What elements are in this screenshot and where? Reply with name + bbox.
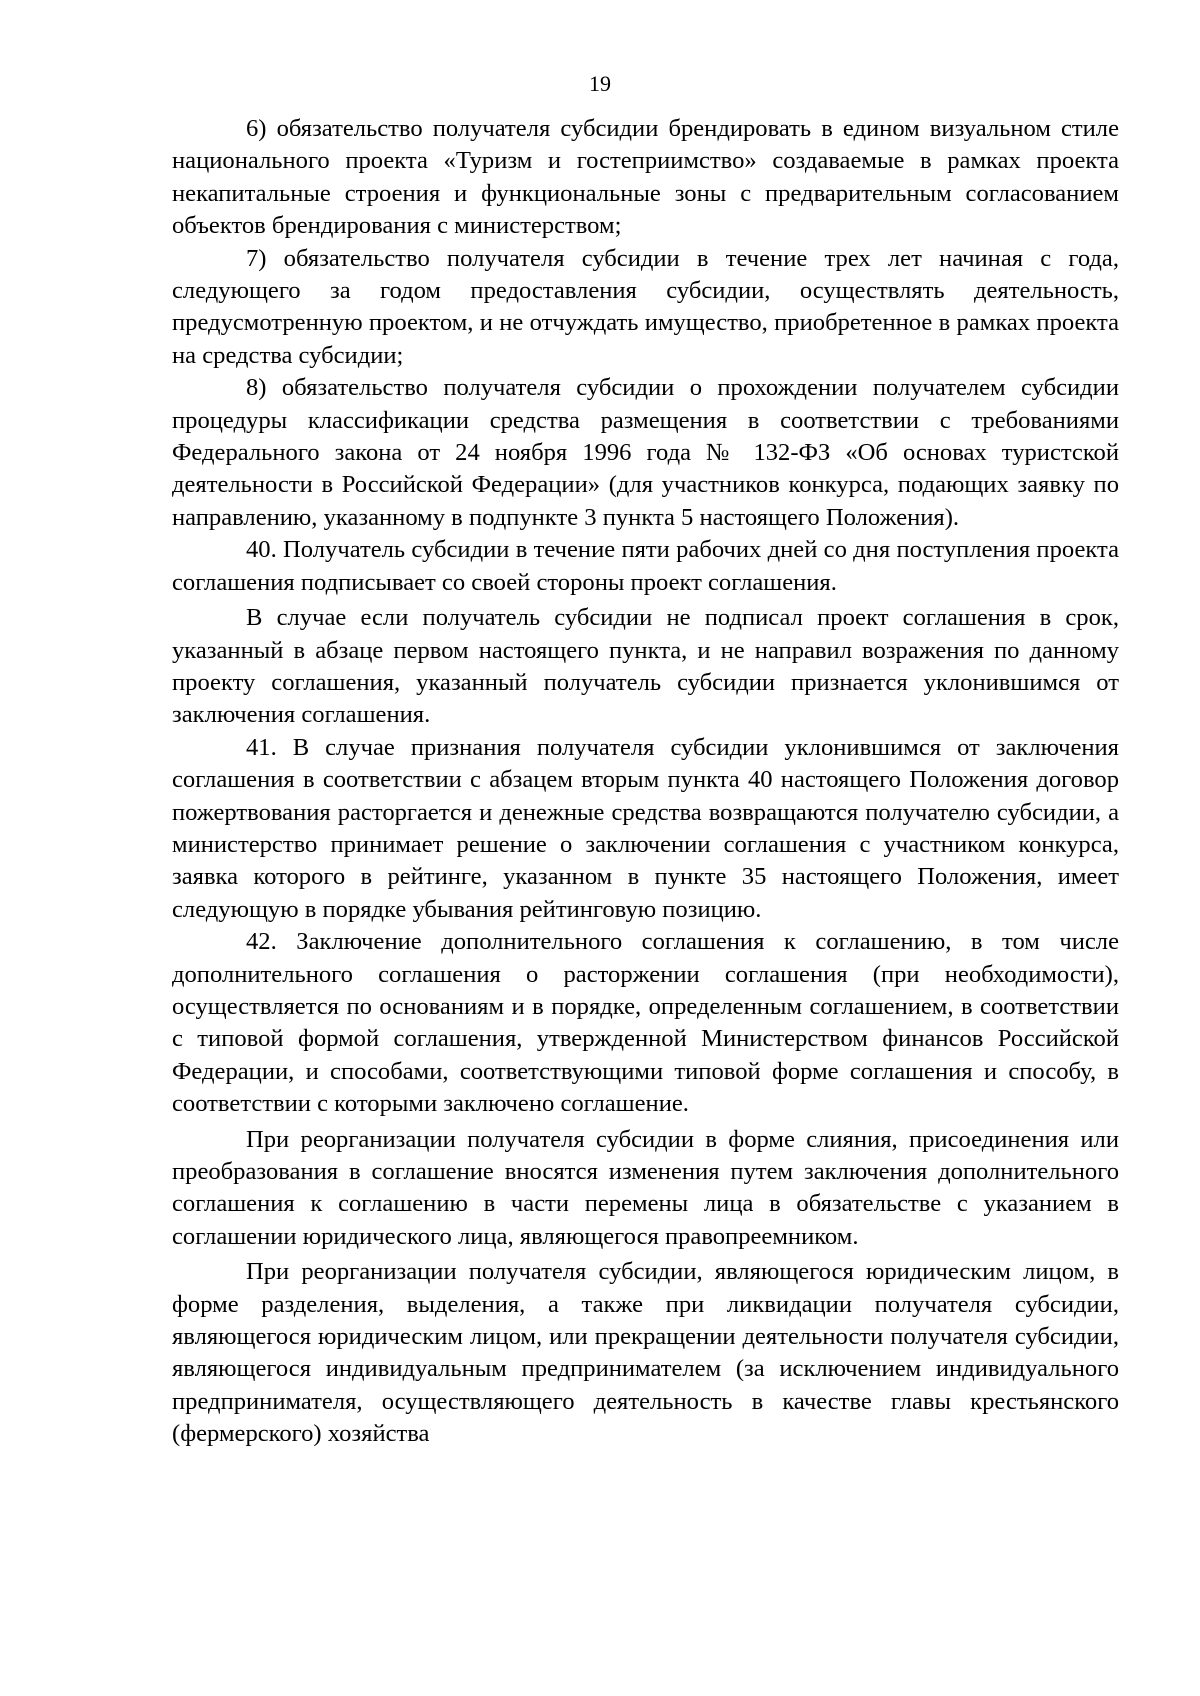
- paragraph-clause-42: 42. Заключение дополнительного соглашения к соглашению, в том числе дополнительного соглашения о расторжении соглашения (при необходимости), осуществляется по основаниям и в порядке, определенным соглашением, в соответствии с типовой формой соглашения, утвержденной Министерством финансов Российской Федерации, и способами, соответствующими типовой форме соглашения и способу, в соответствии с которыми заключено соглашение.: [172, 928, 1119, 1118]
- paragraph-clause-40-part-2: В случае если получатель субсидии не подписал проект соглашения в срок, указанный в абзаце первом настоящего пункта, и не направил возражения по данному проекту соглашения, указанный получатель субсидии признается уклонившимся от заключения соглашения.: [172, 604, 1119, 729]
- paragraph-clause-41: 41. В случае признания получателя субсидии уклонившимся от заключения соглашения в соответствии с абзацем вторым пункта 40 настоящего Положения договор пожертвования расторгается и денежные средства возвращаются получателю субсидии, а министерство принимает решение о заключении соглашения с участником конкурса, заявка которого в рейтинге, указанном в пункте 35 настоящего Положения, имеет следующую в порядке убывания рейтинговую позицию.: [172, 733, 1119, 923]
- paragraph-item-8: 8) обязательство получателя субсидии о прохождении получателем субсидии процедуры классификации средства размещения в соответствии с требованиями Федерального закона от 24 ноября 1996 года № 132-ФЗ «Об основах туристской деятельности в Российской Федерации» (для участников конкурса, подающих заявку по направлению, указанному в подпункте 3 пункта 5 настоящего Положения).: [172, 374, 1119, 531]
- paragraph-clause-42-part-3: При реорганизации получателя субсидии, являющегося юридическим лицом, в форме разделения, выделения, а также при ликвидации получателя субсидии, являющегося юридическим лицом, или прекращении деятельности получателя субсидии, являющегося индивидуальным предпринимателем (за исключением индивидуального предпринимателя, осуществляющего деятельность в качестве главы крестьянского (фермерского) хозяйства: [172, 1258, 1119, 1448]
- paragraph-item-7: 7) обязательство получателя субсидии в течение трех лет начиная с года, следующего за годом предоставления субсидии, осуществлять деятельность, предусмотренную проектом, и не отчуждать имущество, приобретенное в рамках проекта на средства субсидии;: [172, 244, 1119, 369]
- paragraph-item-6: 6) обязательство получателя субсидии брендировать в едином визуальном стиле национального проекта «Туризм и гостеприимство» создаваемые в рамках проекта некапитальные строения и функциональные зоны с предварительным согласованием объектов брендирования с министерством;: [172, 115, 1119, 240]
- document-body: [172, 113, 1119, 1451]
- paragraph-clause-42-part-2: При реорганизации получателя субсидии в форме слияния, присоединения или преобразования в соглашение вносятся изменения путем заключения дополнительного соглашения к соглашению в части перемены лица в обязательстве с указанием в соглашении юридического лица, являющегося правопреемником.: [172, 1125, 1119, 1250]
- page-number: 19: [589, 71, 611, 96]
- paragraph-clause-40: 40. Получатель субсидии в течение пяти рабочих дней со дня поступления проекта соглашения подписывает со своей стороны проект соглашения.: [172, 536, 1119, 596]
